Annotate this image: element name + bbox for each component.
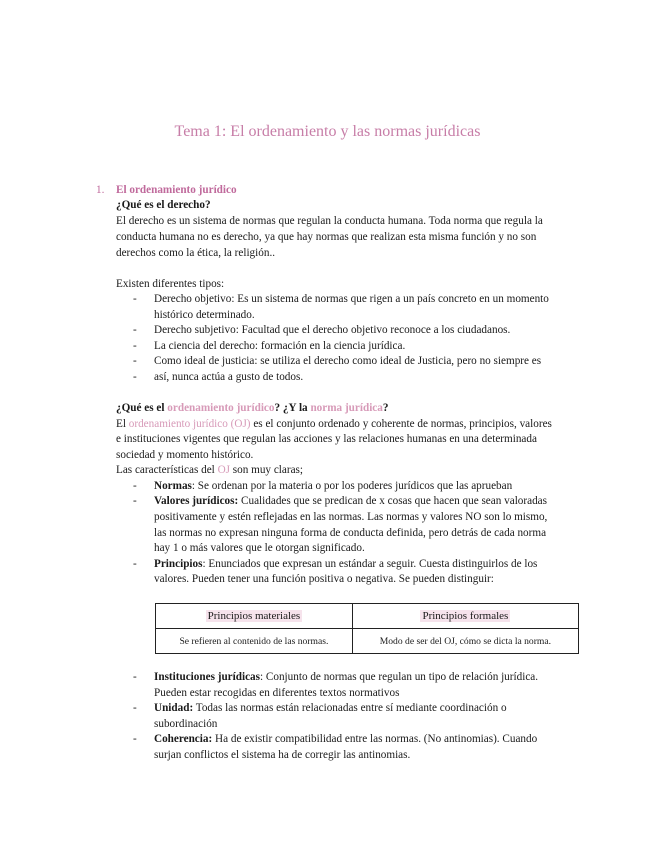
list-item: Derecho subjetivo: Facultad que el derecho objetivo reconoce a los ciudadanos. (154, 324, 511, 336)
list-item-instituciones: Instituciones jurídicas: Conjunto de normas que regulan un tipo de relación jurídica. (154, 671, 539, 683)
bullet-dash: - (133, 702, 137, 714)
list-item: Derecho objetivo: Es un sistema de normas que rigen a un país concreto en un momento (154, 293, 549, 305)
table-row (156, 604, 579, 629)
list-item-line: hay 1 o más valores que le otorgan significado. (154, 542, 365, 554)
list-item-line: subordinación (154, 718, 218, 730)
list-item: Como ideal de justicia: se utiliza el derecho como ideal de Justicia, pero no siempre es (154, 355, 542, 367)
table-header-cell: Principios formales (352, 604, 578, 629)
paragraph-line: sociedad y momento histórico. (116, 449, 254, 461)
list-item-valores: Valores jurídicos: Cualidades que se predican de x cosas que hacen que sean valoradas (154, 495, 547, 507)
table-row (156, 629, 579, 654)
bullet-dash: - (133, 733, 137, 745)
table-cell: Se refieren al contenido de las normas. (156, 629, 353, 654)
question-derecho: ¿Qué es el derecho? (116, 199, 211, 211)
paragraph-line: conducta humana no es derecho, ya que hay normas que realizan esta misma función y no son (116, 231, 537, 243)
bullet-dash: - (133, 371, 137, 383)
list-item: histórico determinado. (154, 309, 255, 321)
list-item-line: Pueden estar recogidas en diferentes textos normativos (154, 687, 400, 699)
bullet-dash: - (133, 480, 137, 492)
bullet-dash: - (133, 355, 137, 367)
list-item-line: valores. Pueden tener una función positiva o negativa. Se pueden distinguir: (154, 573, 494, 585)
types-intro: Existen diferentes tipos: (116, 278, 225, 290)
list-item: La ciencia del derecho: formación en la ciencia jurídica. (154, 340, 406, 352)
bullet-dash: - (133, 293, 137, 305)
table-cell: Modo de ser del OJ, cómo se dicta la norma. (352, 629, 578, 654)
paragraph-line: Las características del OJ son muy claras; (116, 464, 304, 476)
section-number: 1. (96, 184, 105, 196)
list-item: así, nunca actúa a gusto de todos. (154, 371, 304, 383)
bullet-dash: - (133, 324, 137, 336)
paragraph-line: El ordenamiento jurídico (OJ) es el conjunto ordenado y coherente de normas, principios, valores (116, 418, 552, 430)
list-item-principios: Principios: Enunciados que expresan un estándar a seguir. Cuesta distinguirlos de los (154, 558, 538, 570)
paragraph-line: El derecho es un sistema de normas que regulan la conducta humana. Toda norma que regula la (116, 215, 543, 227)
list-item-line: positivamente y estén reflejadas en las normas. Las normas y valores NO son lo mismo, (154, 511, 548, 523)
table-header-cell: Principios materiales (156, 604, 353, 629)
list-item-line: surjan conflictos el sistema ha de corregir las antinomias. (154, 749, 411, 761)
list-item-coherencia: Coherencia: Ha de existir compatibilidad entre las normas. (No antinomias). Cuando (154, 733, 538, 745)
bullet-dash: - (133, 495, 137, 507)
bullet-dash: - (133, 671, 137, 683)
question-oj: ¿Qué es el ordenamiento jurídico? ¿Y la norma jurídica? (116, 402, 389, 414)
list-item-unidad: Unidad: Todas las normas están relacionadas entre sí mediante coordinación o (154, 702, 507, 714)
bullet-dash: - (133, 340, 137, 352)
principios-table (155, 603, 579, 654)
paragraph-line: derechos como la ética, la religión.. (116, 247, 276, 259)
page-title: Tema 1: El ordenamiento y las normas jurídicas (174, 123, 481, 140)
section-heading: El ordenamiento jurídico (116, 184, 237, 196)
list-item-line: las normas no expresan ninguna forma de conducta definida, pero detrás de cada norma (154, 527, 547, 539)
list-item-normas: Normas: Se ordenan por la materia o por los poderes jurídicos que las aprueban (154, 480, 513, 492)
bullet-dash: - (133, 558, 137, 570)
paragraph-line: e instituciones vigentes que regulan las acciones y las relaciones humanas en una determinada (116, 433, 537, 445)
